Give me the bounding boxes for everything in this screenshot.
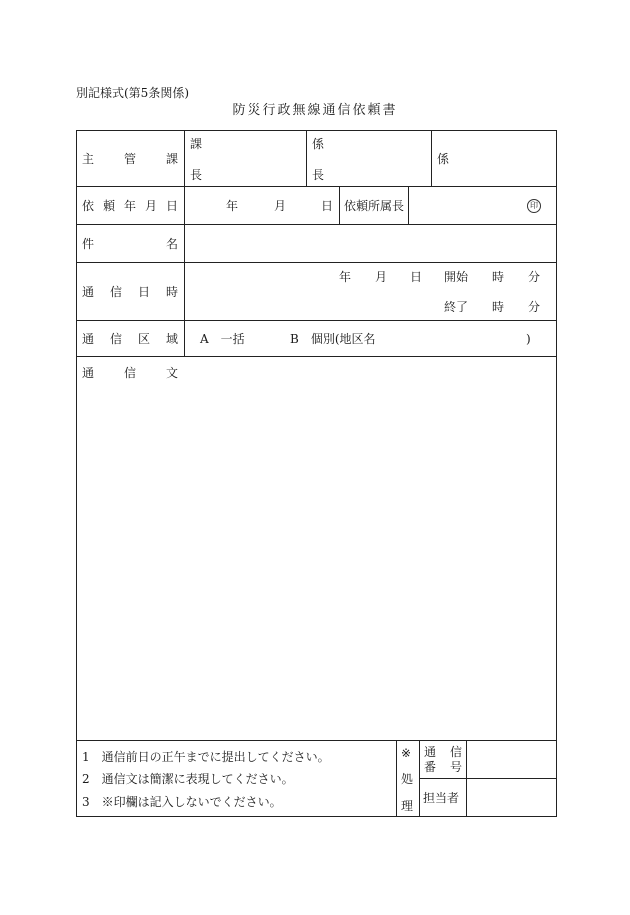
kacho-seal-field[interactable] bbox=[215, 131, 305, 185]
area-option-bulk[interactable]: A 一括 bbox=[200, 332, 245, 346]
comm-end-label: 終了 bbox=[444, 300, 469, 314]
note-2: 2 通信文は簡潔に表現してください。 bbox=[82, 772, 294, 786]
subject-field[interactable] bbox=[186, 226, 554, 261]
kakari-seal-field[interactable] bbox=[455, 131, 555, 185]
requesting-head-label: 依頼所属長 bbox=[344, 199, 405, 213]
comm-area-label: 通 信 区 域 bbox=[82, 332, 178, 346]
comm-date-day: 日 bbox=[410, 270, 423, 284]
message-label: 通 信 文 bbox=[82, 366, 178, 380]
note-1: 1 通信前日の正午までに提出してください。 bbox=[82, 750, 330, 764]
supervisor-label: 主 管 課 bbox=[82, 152, 178, 166]
kacho-label-bottom: 長 bbox=[190, 168, 203, 182]
request-date-year: 年 bbox=[226, 199, 239, 213]
comm-date-year: 年 bbox=[339, 270, 352, 284]
kakari-label: 係 bbox=[437, 152, 450, 166]
kakaricho-seal-field[interactable] bbox=[330, 131, 430, 185]
comm-start-hour: 時 bbox=[492, 270, 505, 284]
request-date-label: 依 頼 年 月 日 bbox=[82, 199, 178, 213]
comm-start-label: 開始 bbox=[444, 270, 469, 284]
comm-datetime-label: 通 信 日 時 bbox=[82, 285, 178, 299]
comm-date-month: 月 bbox=[375, 270, 388, 284]
subject-label: 件 名 bbox=[82, 237, 178, 251]
form-title: 防災行政無線通信依頼書 bbox=[232, 103, 398, 118]
processing-mark: ※ bbox=[401, 746, 412, 760]
request-date-field[interactable] bbox=[186, 188, 338, 223]
comm-number-label-bottom: 番 号 bbox=[424, 760, 462, 774]
request-date-month: 月 bbox=[274, 199, 287, 213]
comm-end-minute: 分 bbox=[528, 300, 541, 314]
kacho-label-top: 課 bbox=[190, 137, 203, 151]
district-close-paren: ) bbox=[526, 332, 531, 346]
kakaricho-label-top: 係 bbox=[312, 137, 325, 151]
staff-field[interactable] bbox=[468, 780, 554, 814]
district-name-field[interactable] bbox=[375, 326, 523, 352]
requesting-head-field[interactable] bbox=[410, 188, 520, 223]
comm-number-field[interactable] bbox=[468, 742, 554, 776]
kakaricho-label-bottom: 長 bbox=[312, 168, 325, 182]
staff-label: 担当者 bbox=[423, 791, 460, 805]
request-date-day: 日 bbox=[321, 199, 334, 213]
message-body-field[interactable] bbox=[80, 385, 552, 735]
processing-char-1: 処 bbox=[401, 772, 414, 786]
comm-number-label-top: 通 信 bbox=[424, 745, 462, 759]
note-3: 3 ※印欄は記入しないでください。 bbox=[82, 795, 282, 809]
area-option-individual[interactable]: B 個別(地区名 bbox=[290, 332, 376, 346]
comm-start-minute: 分 bbox=[528, 270, 541, 284]
processing-char-2: 理 bbox=[401, 799, 414, 813]
comm-end-hour: 時 bbox=[492, 300, 505, 314]
seal-stamp-icon: 印 bbox=[527, 199, 541, 213]
form-reference: 別記様式(第5条関係) bbox=[76, 86, 189, 100]
